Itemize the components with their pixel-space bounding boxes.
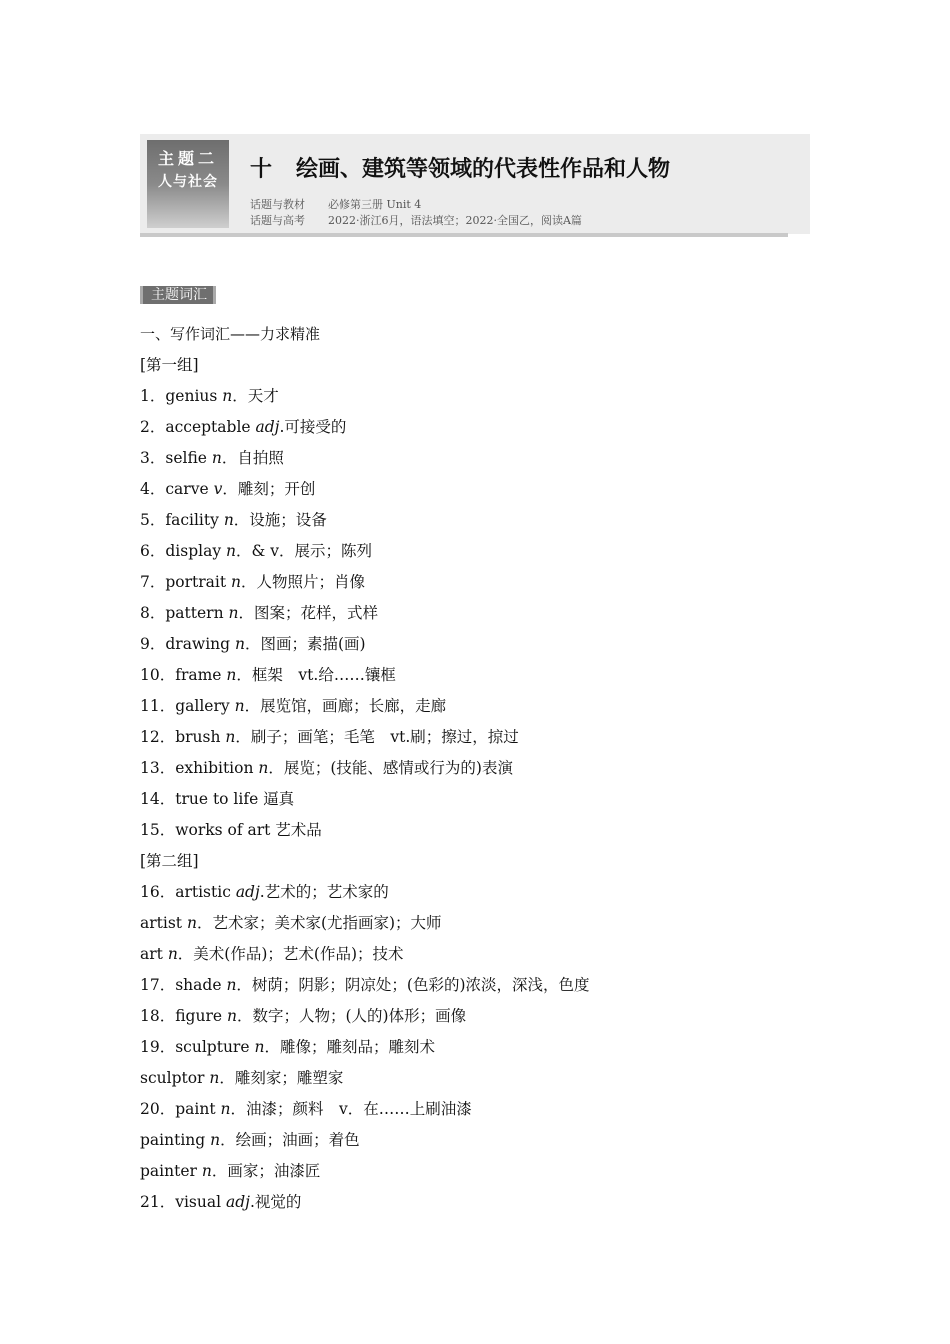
section-heading: 一、写作词汇——力求精准 <box>140 325 321 343</box>
vocab-meaning: ．自拍照 <box>221 449 284 467</box>
part-of-speech: n <box>167 945 178 963</box>
vocab-word: 9．drawing <box>140 635 235 653</box>
vocab-meaning: ．展览；(技能、感情或行为的)表演 <box>268 759 513 777</box>
vocab-word: 8．pattern <box>140 604 229 622</box>
vocab-meaning: ．& v．展示；陈列 <box>235 542 372 560</box>
vocab-word: 14．true to life 逼真 <box>140 790 295 808</box>
page-title <box>250 152 670 183</box>
vocab-meaning: .艺术的；艺术家的 <box>259 883 389 901</box>
vocab-entry <box>140 755 840 786</box>
vocab-word: sculptor <box>140 1069 210 1087</box>
part-of-speech: n <box>226 542 236 560</box>
vocab-entry <box>140 507 840 538</box>
vocab-word: 7．portrait <box>140 573 232 591</box>
vocab-meaning: ．数字；人物；(人的)体形；画像 <box>236 1007 467 1025</box>
vocab-entry <box>140 1127 840 1158</box>
part-of-speech: n <box>226 1007 237 1025</box>
title-text: 绘画、建筑等领域的代表性作品和人物 <box>296 157 671 182</box>
vocab-meaning: ．雕刻家；雕塑家 <box>219 1069 344 1087</box>
badge-line-1: 主题二 <box>157 149 218 168</box>
part-of-speech: n <box>226 666 237 684</box>
title-number: 十 <box>250 157 273 182</box>
part-of-speech: n <box>235 635 245 653</box>
vocab-word: 19．sculpture <box>140 1038 255 1056</box>
group-label: [第二组] <box>140 852 199 870</box>
vocab-word: artist <box>140 914 187 932</box>
vocab-entry <box>140 414 840 445</box>
vocab-meaning: .可接受的 <box>279 418 347 436</box>
vocab-word: 6．display <box>140 542 226 560</box>
part-of-speech: adj <box>255 418 280 436</box>
part-of-speech: n <box>226 976 237 994</box>
part-of-speech: n <box>201 1162 212 1180</box>
vocab-word: 3．selfie <box>140 449 212 467</box>
vocab-entry <box>140 786 840 817</box>
vocab-meaning: ．展览馆，画廊；长廊，走廊 <box>244 697 447 715</box>
banner-shadow <box>140 233 788 237</box>
vocab-entry <box>140 445 840 476</box>
vocab-word: 15．works of art 艺术品 <box>140 821 322 839</box>
vocabulary-list <box>140 321 840 1220</box>
meta-row-textbook <box>250 197 582 213</box>
meta-row-exam <box>250 213 582 229</box>
vocab-entry <box>140 476 840 507</box>
vocab-entry <box>140 1065 840 1096</box>
vocab-word: 2．acceptable <box>140 418 256 436</box>
vocab-entry <box>140 569 840 600</box>
vocab-meaning: ．艺术家；美术家(尤指画家)；大师 <box>196 914 442 932</box>
vocab-entry <box>140 1003 840 1034</box>
section-tag: 主题词汇 <box>140 286 216 304</box>
vocab-word: 21．visual <box>140 1193 226 1211</box>
part-of-speech: adj <box>226 1193 250 1211</box>
vocab-entry <box>140 1158 840 1189</box>
part-of-speech: n <box>231 573 242 591</box>
vocab-word: art <box>140 945 168 963</box>
vocab-meaning: ．框架 vt.给……镶框 <box>236 666 396 684</box>
vocab-meaning: ．人物照片；肖像 <box>241 573 366 591</box>
vocab-entry <box>140 910 840 941</box>
vocab-word: 10．frame <box>140 666 227 684</box>
vocab-entry <box>140 1096 840 1127</box>
vocab-word: 18．figure <box>140 1007 227 1025</box>
vocab-entry <box>140 693 840 724</box>
part-of-speech: n <box>220 1100 231 1118</box>
meta-value: 2022·浙江6月，语法填空；2022·全国乙，阅读A篇 <box>328 214 582 227</box>
part-of-speech: n <box>223 511 234 529</box>
meta-key: 话题与高考 <box>250 214 305 227</box>
vocab-meaning: ．雕像；雕刻品；雕刻术 <box>264 1038 435 1056</box>
vocab-meaning: ．雕刻；开创 <box>222 480 316 498</box>
part-of-speech: n <box>209 1069 220 1087</box>
vocab-meaning: ．树荫；阴影；阴凉处；(色彩的)浓淡，深浅，色度 <box>236 976 590 994</box>
vocab-meaning: ．美术(作品)；艺术(作品)；技术 <box>177 945 404 963</box>
part-of-speech: n <box>228 604 239 622</box>
part-of-speech: n <box>258 759 269 777</box>
badge-line-2: 人与社会 <box>158 174 218 190</box>
vocab-meaning: ．油漆；颜料 v．在……上刷油漆 <box>230 1100 472 1118</box>
part-of-speech: n <box>211 449 222 467</box>
meta-value: 必修第三册 Unit 4 <box>328 198 422 211</box>
part-of-speech: n <box>222 387 233 405</box>
vocab-entry <box>140 631 840 662</box>
vocab-entry <box>140 817 840 848</box>
vocab-entry <box>140 1189 840 1220</box>
vocab-word: 13．exhibition <box>140 759 259 777</box>
vocab-meaning: ．天才 <box>232 387 279 405</box>
vocab-entry <box>140 600 840 631</box>
part-of-speech: v <box>213 480 223 498</box>
vocab-entry <box>140 941 840 972</box>
vocab-entry <box>140 879 840 910</box>
part-of-speech: n <box>210 1131 221 1149</box>
vocab-entry <box>140 538 840 569</box>
topic-meta <box>250 197 582 229</box>
theme-badge <box>147 140 229 228</box>
part-of-speech: n <box>234 697 245 715</box>
vocab-meaning: ．绘画；油画；着色 <box>220 1131 360 1149</box>
meta-key: 话题与教材 <box>250 198 305 211</box>
vocab-word: 1．genius <box>140 387 223 405</box>
vocab-entry <box>140 1034 840 1065</box>
vocab-meaning: ．图画；素描(画) <box>244 635 366 653</box>
vocab-word: 20．paint <box>140 1100 221 1118</box>
vocab-meaning: .视觉的 <box>249 1193 302 1211</box>
vocab-entry <box>140 724 840 755</box>
part-of-speech: n <box>186 914 197 932</box>
vocab-word: painting <box>140 1131 211 1149</box>
vocab-word: 12．brush <box>140 728 226 746</box>
vocab-word: 17．shade <box>140 976 227 994</box>
vocab-entry <box>140 972 840 1003</box>
part-of-speech: n <box>254 1038 265 1056</box>
vocab-meaning: ．图案；花样，式样 <box>238 604 378 622</box>
part-of-speech: n <box>225 728 236 746</box>
vocab-word: 16．artistic <box>140 883 236 901</box>
vocab-meaning: ．刷子；画笔；毛笔 vt.刷；擦过，掠过 <box>235 728 519 746</box>
vocab-word: 11．gallery <box>140 697 235 715</box>
group-label: [第一组] <box>140 356 199 374</box>
part-of-speech: adj <box>235 883 260 901</box>
vocab-meaning: ．设施；设备 <box>233 511 327 529</box>
vocab-meaning: ．画家；油漆匠 <box>211 1162 321 1180</box>
vocab-entry <box>140 662 840 693</box>
vocab-word: 4．carve <box>140 480 214 498</box>
vocab-word: 5．facility <box>140 511 224 529</box>
vocab-word: painter <box>140 1162 202 1180</box>
vocab-entry <box>140 383 840 414</box>
